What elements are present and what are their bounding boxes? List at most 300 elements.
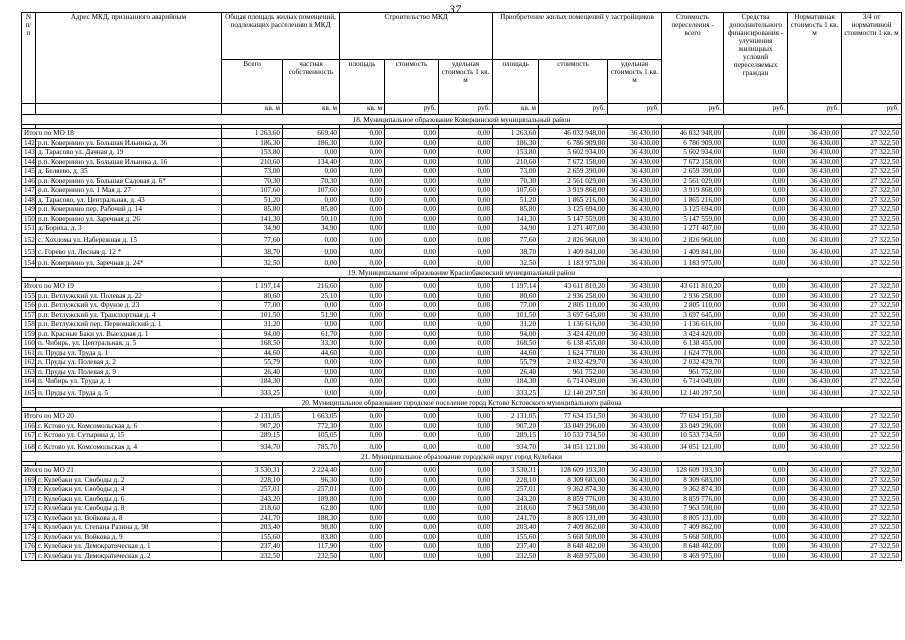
row-value: 0,00 [439,485,493,495]
row-value: 0,00 [439,494,493,504]
row-value: 0,00 [340,523,385,533]
row-value: 0,00 [340,377,385,387]
row-number: 147 [22,186,36,196]
row-value: 0,00 [439,329,493,339]
row-value: 27 322,50 [842,224,902,234]
unit-cell: руб. [539,104,608,115]
row-value: 0,00 [385,358,439,368]
unit-cell: кв. м [340,104,385,115]
row-value: 961 752,00 [662,367,724,377]
row-value: 80,60 [493,291,539,301]
row-value: 27 322,50 [842,256,902,268]
row-value: 36 430,00 [608,551,662,561]
row-value: 0,00 [724,167,788,177]
row-number: 166 [22,421,36,431]
row-value: 0,00 [340,148,385,158]
total-cell: 0,00 [439,466,493,476]
row-value: 0,00 [340,167,385,177]
row-value: 36 430,00 [608,485,662,495]
row-value: 36 430,00 [788,551,842,561]
row-address: р.п. Ветлужский ул. Транспортная д. 4 [36,310,222,320]
subheader-private: частная собственность [283,60,340,104]
row-value: 0,00 [385,320,439,330]
row-number: 174 [22,523,36,533]
row-value: 36 430,00 [608,291,662,301]
row-value: 0,00 [439,195,493,205]
table-row [22,542,902,552]
row-value: 3 919 868,00 [662,186,724,196]
row-value: 94,00 [493,329,539,339]
row-address: д. Бориха, д. 3 [36,224,222,234]
row-value: 0,00 [724,195,788,205]
total-label: Итого по МО 21 [22,466,222,476]
table-header [22,13,902,115]
total-cell: 2 224,40 [283,466,340,476]
row-value: 8 805 131,00 [662,513,724,523]
row-value: 1 136 616,00 [539,320,608,330]
row-value: 0,00 [385,291,439,301]
row-value: 70,30 [283,176,340,186]
row-value: 0,00 [283,358,340,368]
row-value: 0,00 [724,148,788,158]
section-title-row [22,452,902,462]
row-number: 144 [22,157,36,167]
table-row [22,513,902,523]
row-value: 1 624 778,00 [662,348,724,358]
row-value: 36 430,00 [608,532,662,542]
row-value: 1 865 216,00 [539,195,608,205]
row-number: 173 [22,513,36,523]
row-value: 12 140 297,50 [662,386,724,398]
total-cell: 43 611 810,20 [539,282,608,292]
row-value: 27 322,50 [842,148,902,158]
table-row [22,475,902,485]
total-cell: 0,00 [724,466,788,476]
row-value: 2 561 029,00 [539,176,608,186]
row-value: 0,00 [385,440,439,452]
total-cell: 0,00 [439,282,493,292]
row-number: 161 [22,348,36,358]
row-value: 27 322,50 [842,320,902,330]
row-value: 0,00 [439,176,493,186]
row-value: 0,00 [724,523,788,533]
row-value: 0,00 [385,532,439,542]
row-value: 36 430,00 [608,233,662,245]
table-row [22,348,902,358]
row-value: 0,00 [340,301,385,311]
row-value: 2 805 110,00 [662,301,724,311]
row-value: 0,00 [385,195,439,205]
row-number: 160 [22,339,36,349]
row-value: 0,00 [439,551,493,561]
row-number: 142 [22,138,36,148]
row-value: 0,00 [340,138,385,148]
row-value: 1 136 616,00 [662,320,724,330]
row-value: 0,00 [724,475,788,485]
row-value: 0,00 [340,386,385,398]
row-value: 0,00 [724,348,788,358]
header-construction: Строительство МКД [340,13,493,60]
row-value: 0,00 [385,138,439,148]
row-value: 36 430,00 [608,214,662,224]
row-value: 5 602 934,00 [539,148,608,158]
total-cell: 0,00 [385,282,439,292]
row-address: с. Горево ул. Лесная д. 12 * [36,245,222,257]
table-row [22,186,902,196]
row-value: 188,30 [283,513,340,523]
row-value: 2 032 429,70 [662,358,724,368]
total-cell: 36 430,00 [788,282,842,292]
row-value: 38,70 [493,245,539,257]
row-value: 5 147 559,00 [662,214,724,224]
row-value: 36 430,00 [788,386,842,398]
total-cell: 77 634 151,50 [539,412,608,422]
row-value: 0,00 [385,367,439,377]
row-value: 77,00 [222,301,283,311]
row-value: 0,00 [724,532,788,542]
table-row [22,485,902,495]
row-value: 0,00 [724,138,788,148]
row-value: 0,00 [439,205,493,215]
row-value: 0,00 [724,157,788,167]
row-value: 36 430,00 [788,176,842,186]
row-value: 8 859 776,00 [539,494,608,504]
units-spacer [22,104,36,115]
row-value: 0,00 [439,339,493,349]
header-num: N п/п [22,13,36,104]
table-body [22,115,902,561]
row-value: 36 430,00 [608,421,662,431]
row-value: 98,80 [283,523,340,533]
row-value: 34,90 [493,224,539,234]
header-norm-cost: Нормативная стоимость 1 кв. м [788,13,842,104]
header-extra-funds: Средства дополнительного финансирования - улучшения жилищных условий переселяемых граждан [724,13,788,104]
row-value: 36 430,00 [788,167,842,177]
row-value: 36 430,00 [608,513,662,523]
row-value: 36 430,00 [608,475,662,485]
subheader-acquisition-cost: стоимость [539,60,608,104]
row-value: 36 430,00 [788,157,842,167]
row-value: 0,00 [385,421,439,431]
total-cell: 43 611 810,20 [662,282,724,292]
table-row [22,195,902,205]
row-value: 2 659 390,00 [539,167,608,177]
row-address: р.п. Ветлужский ул. Фрунзе д. 23 [36,301,222,311]
total-cell: 3 530,31 [493,466,539,476]
row-value: 0,00 [724,224,788,234]
row-value: 0,00 [385,148,439,158]
table-row [22,138,902,148]
row-value: 10 533 734,50 [662,431,724,441]
row-value: 0,00 [340,358,385,368]
row-value: 0,00 [340,245,385,257]
row-value: 36 430,00 [788,214,842,224]
row-value: 73,00 [222,167,283,177]
row-value: 51,20 [493,195,539,205]
row-value: 0,00 [340,214,385,224]
total-cell: 0,00 [340,129,385,139]
row-value: 77,00 [493,301,539,311]
total-cell: 0,00 [340,282,385,292]
row-value: 0,00 [724,176,788,186]
row-value: 0,00 [385,256,439,268]
row-value: 36 430,00 [608,329,662,339]
row-address: г. Кулебаки ул. Свободы д. 4 [36,485,222,495]
row-value: 34,90 [283,224,340,234]
row-address: п. Чибирь, ул. Центральная, д. 5 [36,339,222,349]
row-value: 333,25 [222,386,283,398]
row-address: р.п. Ветлужский пер. Первомайский д. 1 [36,320,222,330]
row-value: 0,00 [340,551,385,561]
row-value: 36 430,00 [788,291,842,301]
row-value: 210,60 [222,157,283,167]
row-value: 44,60 [493,348,539,358]
row-value: 0,00 [385,205,439,215]
row-value: 36 430,00 [788,475,842,485]
table-row [22,358,902,368]
row-value: 0,00 [724,367,788,377]
row-value: 2 826 968,00 [662,233,724,245]
row-value: 36 430,00 [608,176,662,186]
row-value: 0,00 [340,542,385,552]
total-cell: 27 322,50 [842,466,902,476]
row-value: 0,00 [385,542,439,552]
row-value: 0,00 [340,224,385,234]
row-value: 168,50 [493,339,539,349]
total-cell: 0,00 [385,466,439,476]
row-value: 0,00 [283,367,340,377]
row-number: 172 [22,504,36,514]
row-value: 96,30 [283,475,340,485]
row-value: 0,00 [439,532,493,542]
row-address: д. Тарасово ул. Дачная д. 19 [36,148,222,158]
section-title: 20. Муниципальное образование городское поселение город Кстово Кстовского муниципального района [22,398,902,408]
row-number: 157 [22,310,36,320]
row-value: 2 805 110,00 [539,301,608,311]
unit-cell: кв. м [493,104,539,115]
row-value: 257,01 [493,485,539,495]
row-address: г. Кстово ул. Комсомольская д. 4 [36,440,222,452]
total-label: Итого по МО 20 [22,412,222,422]
row-value: 83,80 [283,532,340,542]
row-value: 0,00 [340,186,385,196]
row-value: 0,00 [439,167,493,177]
row-value: 0,00 [439,348,493,358]
row-value: 3 424 420,00 [662,329,724,339]
row-value: 27 322,50 [842,475,902,485]
row-value: 184,30 [222,377,283,387]
table-row [22,377,902,387]
row-address: р.п. Ковернино ул. 1 Мая д. 27 [36,186,222,196]
row-value: 27 322,50 [842,233,902,245]
row-value: 237,40 [222,542,283,552]
row-value: 27 322,50 [842,367,902,377]
row-value: 36 430,00 [608,148,662,158]
row-value: 0,00 [283,320,340,330]
section-total-row [22,412,902,422]
total-cell: 128 609 193,30 [662,466,724,476]
row-value: 27 322,50 [842,157,902,167]
row-value: 36 430,00 [788,310,842,320]
row-address: г. Кулебаки ул. Степана Разина д. 98 [36,523,222,533]
row-value: 107,60 [493,186,539,196]
units-row [22,104,902,115]
row-value: 105,05 [283,431,340,441]
row-value: 0,00 [340,157,385,167]
table-row [22,310,902,320]
row-value: 85,80 [493,205,539,215]
row-value: 0,00 [340,195,385,205]
row-value: 0,00 [724,291,788,301]
row-value: 0,00 [724,494,788,504]
row-value: 0,00 [385,494,439,504]
table-row [22,233,902,245]
row-value: 257,01 [283,485,340,495]
row-value: 153,80 [493,148,539,158]
row-address: р.п. Красные Баки ул. Выездная д. 1 [36,329,222,339]
total-cell: 1 263,60 [493,129,539,139]
unit-cell: кв. м [283,104,340,115]
total-cell: 36 430,00 [608,282,662,292]
row-value: 1 271 407,00 [539,224,608,234]
row-value: 7 963 598,00 [662,504,724,514]
row-value: 203,40 [493,523,539,533]
row-value: 36 430,00 [788,377,842,387]
row-value: 0,00 [283,301,340,311]
row-value: 36 430,00 [608,504,662,514]
row-value: 36 430,00 [788,485,842,495]
total-cell: 36 430,00 [608,129,662,139]
row-address: п. Чибирь ул. Труда д. 1 [36,377,222,387]
row-value: 117,90 [283,542,340,552]
row-value: 38,70 [222,245,283,257]
row-value: 0,00 [340,532,385,542]
row-number: 171 [22,494,36,504]
row-value: 0,00 [439,301,493,311]
row-value: 0,00 [385,513,439,523]
total-cell: 46 032 948,00 [539,129,608,139]
row-value: 0,00 [724,504,788,514]
row-value: 36 430,00 [608,167,662,177]
row-value: 0,00 [340,291,385,301]
subheader-construction-cost: стоимость [385,60,439,104]
row-value: 70,30 [222,176,283,186]
table-row [22,245,902,257]
row-number: 150 [22,214,36,224]
row-address: р.п. Ковернино ул. Большая Ильинка д. 36 [36,138,222,148]
row-value: 907,20 [493,421,539,431]
total-cell: 0,00 [439,412,493,422]
table-row [22,224,902,234]
row-value: 0,00 [385,348,439,358]
row-value: 333,25 [493,386,539,398]
row-number: 162 [22,358,36,368]
row-value: 0,00 [724,301,788,311]
row-number: 143 [22,148,36,158]
table-row [22,532,902,542]
row-value: 26,40 [222,367,283,377]
row-value: 0,00 [385,431,439,441]
row-value: 0,00 [439,421,493,431]
table-row [22,291,902,301]
row-value: 2 659 390,00 [662,167,724,177]
row-address: д. Беляево, д. 35 [36,167,222,177]
row-value: 0,00 [340,348,385,358]
row-value: 0,00 [340,485,385,495]
row-value: 0,00 [385,214,439,224]
total-cell: 27 322,50 [842,412,902,422]
row-value: 101,50 [493,310,539,320]
row-value: 186,30 [222,138,283,148]
row-value: 243,20 [222,494,283,504]
row-value: 51,90 [283,310,340,320]
row-address: р.п. Ковернино ул. Заречная д. 24* [36,256,222,268]
total-cell: 669,40 [283,129,340,139]
row-value: 36 430,00 [788,138,842,148]
row-value: 36 430,00 [788,348,842,358]
row-value: 934,70 [493,440,539,452]
total-cell: 0,00 [340,466,385,476]
row-value: 961 752,00 [539,367,608,377]
row-value: 36 430,00 [608,138,662,148]
unit-cell: руб. [842,104,902,115]
row-value: 27 322,50 [842,377,902,387]
row-value: 257,01 [222,485,283,495]
row-number: 175 [22,532,36,542]
row-value: 0,00 [439,157,493,167]
row-value: 33 049 296,00 [662,421,724,431]
row-value: 8 859 776,00 [662,494,724,504]
row-value: 0,00 [385,523,439,533]
row-value: 232,50 [222,551,283,561]
row-value: 0,00 [340,440,385,452]
row-number: 148 [22,195,36,205]
unit-cell: кв. м [222,104,283,115]
row-value: 0,00 [385,301,439,311]
table-row [22,301,902,311]
row-value: 0,00 [385,224,439,234]
row-value: 36 430,00 [608,157,662,167]
row-number: 153 [22,245,36,257]
table-row [22,440,902,452]
total-cell: 0,00 [724,282,788,292]
row-value: 36 430,00 [608,301,662,311]
total-cell: 1 663,05 [283,412,340,422]
row-value: 0,00 [439,542,493,552]
row-value: 0,00 [340,367,385,377]
total-cell: 0,00 [439,129,493,139]
row-value: 5 602 934,00 [662,148,724,158]
row-value: 6 138 455,00 [662,339,724,349]
row-value: 36 430,00 [788,148,842,158]
row-value: 27 322,50 [842,195,902,205]
row-value: 27 322,50 [842,358,902,368]
row-value: 0,00 [385,167,439,177]
total-cell: 216,60 [283,282,340,292]
row-value: 27 322,50 [842,214,902,224]
row-value: 0,00 [724,310,788,320]
section-title-row [22,115,902,125]
section-total-row [22,282,902,292]
resettlement-table [21,12,902,561]
row-value: 0,00 [439,224,493,234]
row-address: р.п. Ковернино ул. Большая Садовая д. 6* [36,176,222,186]
row-value: 27 322,50 [842,138,902,148]
total-cell: 0,00 [724,129,788,139]
row-address: р.п. Ветлужский ул. Полевая д. 22 [36,291,222,301]
row-value: 0,00 [724,256,788,268]
table-row [22,320,902,330]
